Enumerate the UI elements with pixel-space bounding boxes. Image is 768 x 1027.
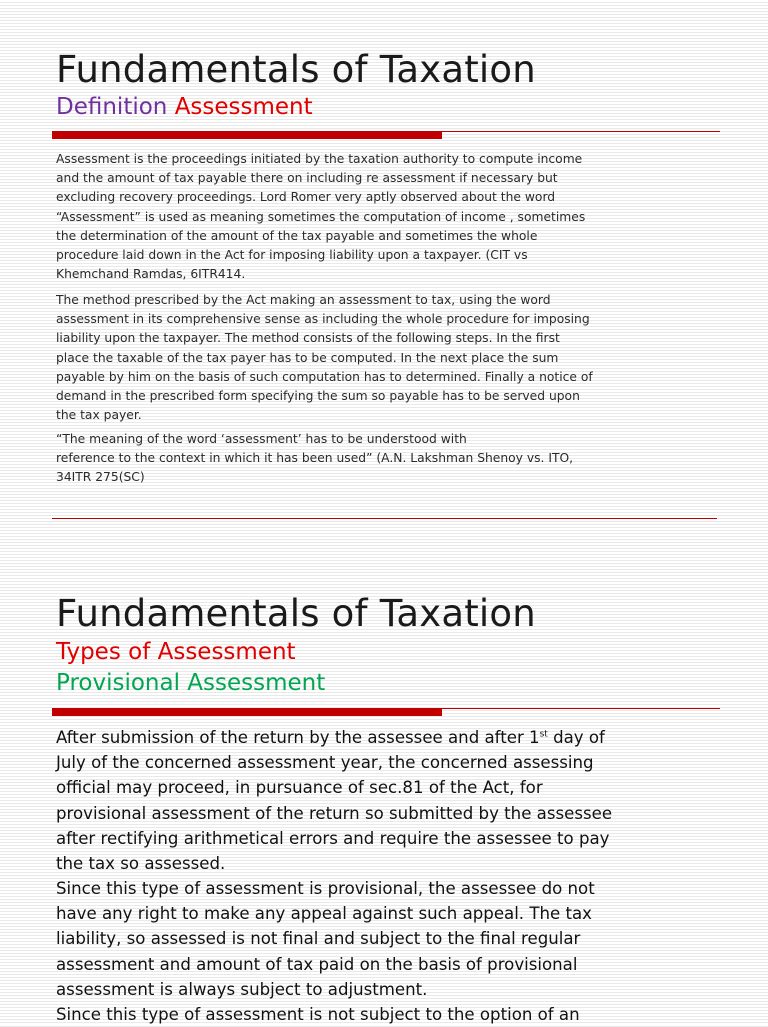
slide-provisional-assessment [0,545,768,1024]
subtitle-types-of-assessment: Types of Assessment [56,639,296,665]
slide-divider [52,518,717,519]
subtitle-definition: Definition [56,94,168,120]
title-rule-thin [442,131,720,132]
definition-quote: “The meaning of the word ‘assessment’ has to be understood with reference to the context in which it has been used” (A.N. Lakshman Shenoy vs. ITO, 34ITR 275(SC) [56,432,574,485]
para1-text-b: day of July of the concerned assessment year, the concerned assessing official may proceed, in pursuance of sec.81 of the Act, for provisional assessment of the return so submitted by the assessee after rectifying arithmetical errors and require the assessee to pay the tax so assessed. [56,728,613,874]
slide-title: Fundamentals of Taxation [56,592,536,635]
provisional-paragraph-1 [56,725,696,876]
para1-superscript: st [539,729,548,740]
definition-paragraph-2: The method prescribed by the Act making an assessment to tax, using the word assessment in its comprehensive sense as including the whole procedure for imposing liability upon the taxpayer. The method consists of the following steps. In the first place the taxable of the tax payer has to be computed. In the next place the sum payable by him on the basis of such computation has to determined. Finally a notice of demand in the prescribed form specifying the sum so payable has to be served upon the tax payer. [56,293,593,423]
provisional-paragraph-2: Since this type of assessment is provisional, the assessee do not have any right to make any appeal against such appeal. The tax liability, so assessed is not final and subject to the final regular assessment and amount of tax paid on the basis of provisional assessment is always subject to adjustment. [56,879,595,999]
title-rule-thin [442,708,720,709]
provisional-paragraph-3: Since this type of assessment is not subject to the option of an [56,1005,580,1024]
subtitle-provisional-assessment: Provisional Assessment [56,670,326,696]
slide-subtitle [56,94,313,120]
slide-title: Fundamentals of Taxation [56,48,536,91]
subtitle-assessment: Assessment [174,94,313,120]
title-rule-thick [52,131,442,139]
para1-text-a: After submission of the return by the assessee and after 1 [56,728,540,747]
definition-paragraph-1: Assessment is the proceedings initiated by the taxation authority to compute income and the amount of tax payable there on including re assessment if necessary but excluding recovery proceedings. Lord Romer very aptly observed about the word “Assessment” is used as meaning sometimes the computation of income , sometimes the determination of the amount of the tax payable and sometimes the whole procedure laid down in the Act for imposing liability upon a taxpayer. (CIT vs Khemchand Ramdas, 6ITR414. [56,152,586,282]
title-rule-thick [52,708,442,716]
